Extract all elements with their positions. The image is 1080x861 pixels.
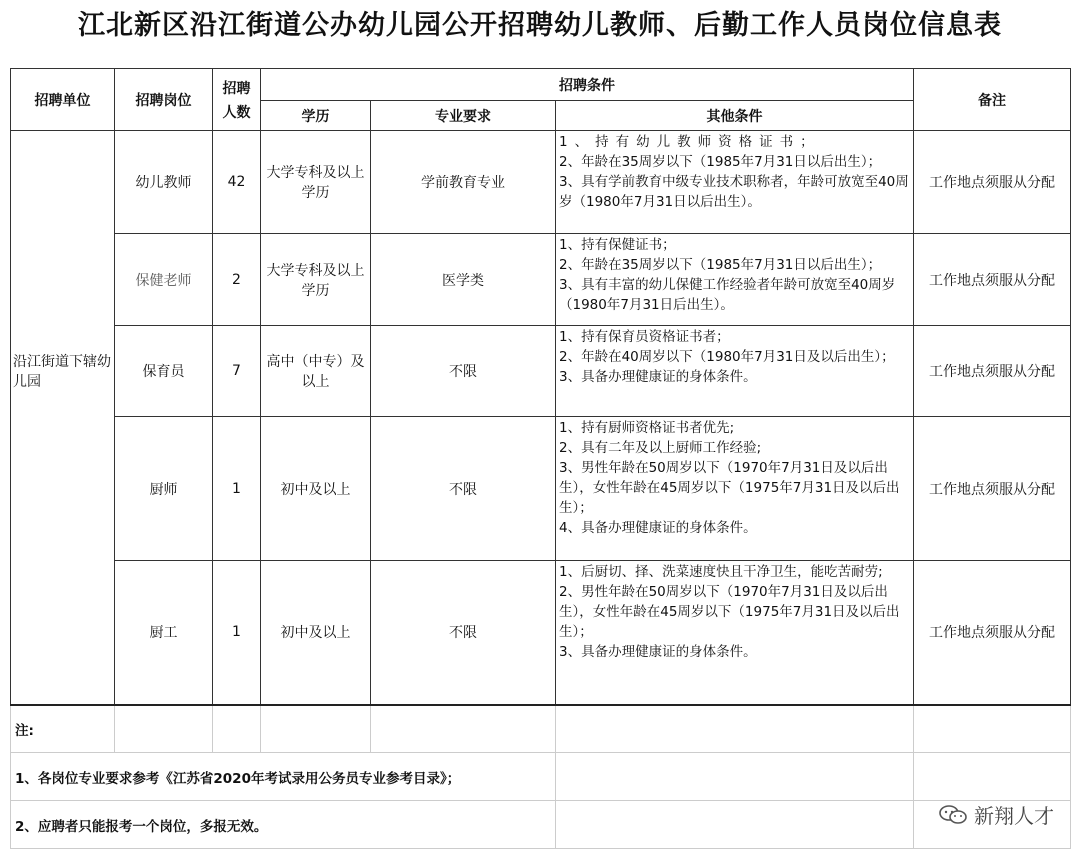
condition-line: 1、持有幼儿教师资格证书； [559, 134, 821, 150]
condition-line: 4、具备办理健康证的身体条件。 [559, 520, 757, 536]
unit-cell-bottom [11, 561, 115, 705]
remark-cell: 工作地点须服从分配 [914, 234, 1071, 326]
other-conditions-cell [556, 326, 914, 417]
education-cell: 高中（中专）及以上 [261, 326, 371, 417]
notes-label: 注: [11, 705, 115, 753]
condition-line: 3、具备办理健康证的身体条件。 [559, 369, 757, 385]
header-count-line1: 招聘 [222, 80, 251, 97]
header-other: 其他条件 [556, 101, 914, 131]
header-count-line2: 人数 [222, 104, 251, 121]
condition-line: 2、具有二年及以上厨师工作经验; [559, 440, 762, 456]
position-cell: 保育员 [115, 326, 213, 417]
count-cell: 1 [213, 561, 261, 705]
count-cell: 2 [213, 234, 261, 326]
condition-line: 1、持有保育员资格证书者； [559, 329, 730, 345]
watermark [938, 800, 1054, 829]
table-row [11, 326, 1071, 417]
major-cell: 不限 [371, 417, 556, 561]
count-cell: 7 [213, 326, 261, 417]
condition-line: 1、后厨切、择、洗菜速度快且干净卫生，能吃苦耐劳; [559, 564, 883, 580]
unit-cell-top [11, 131, 115, 234]
position-cell: 幼儿教师 [115, 131, 213, 234]
unit-cell-mid [11, 417, 115, 561]
unit-name-cell: 沿江街道下辖幼儿园 [11, 326, 115, 417]
condition-line: 2、年龄在35周岁以下（1985年7月31日以后出生）； [559, 257, 882, 273]
position-cell: 厨师 [115, 417, 213, 561]
education-cell: 初中及以上 [261, 561, 371, 705]
position-cell: 厨工 [115, 561, 213, 705]
header-conditions: 招聘条件 [261, 69, 914, 101]
condition-line: 2、年龄在40周岁以下（1980年7月31日及以后出生）； [559, 349, 895, 365]
other-conditions-cell [556, 417, 914, 561]
recruitment-table [10, 68, 1071, 849]
remark-cell: 工作地点须服从分配 [914, 131, 1071, 234]
header-education: 学历 [261, 101, 371, 131]
note-item: 2、应聘者只能报考一个岗位，多报无效。 [11, 801, 556, 849]
count-cell: 42 [213, 131, 261, 234]
header-remark: 备注 [914, 69, 1071, 131]
notes-label-row [11, 705, 1071, 753]
remark-cell: 工作地点须服从分配 [914, 417, 1071, 561]
major-cell: 不限 [371, 561, 556, 705]
education-cell: 大学专科及以上学历 [261, 131, 371, 234]
education-cell: 大学专科及以上学历 [261, 234, 371, 326]
header-position: 招聘岗位 [115, 69, 213, 131]
unit-cell-mid [11, 234, 115, 326]
watermark-text: 新翔人才 [974, 804, 1054, 828]
table-row [11, 417, 1071, 561]
other-conditions-cell [556, 234, 914, 326]
condition-line: 3、具有丰富的幼儿保健工作经验者年龄可放宽至40周岁（1980年7月31日后出生）。 [559, 277, 896, 313]
count-cell: 1 [213, 417, 261, 561]
note-item: 1、各岗位专业要求参考《江苏省2020年考试录用公务员专业参考目录》； [11, 753, 556, 801]
notes-item-row [11, 801, 1071, 849]
table-row [11, 234, 1071, 326]
condition-line: 2、年龄在35周岁以下（1985年7月31日以后出生）； [559, 154, 882, 170]
condition-line: 2、男性年龄在50周岁以下（1970年7月31日及以后出生），女性年龄在45周岁以下（1975年7月31日及以后出生）； [559, 584, 900, 640]
page-title: 江北新区沿江街道公办幼儿园公开招聘幼儿教师、后勤工作人员岗位信息表 [78, 10, 1002, 41]
education-cell: 初中及以上 [261, 417, 371, 561]
major-cell: 不限 [371, 326, 556, 417]
header-count [213, 69, 261, 131]
major-cell: 学前教育专业 [371, 131, 556, 234]
header-unit: 招聘单位 [11, 69, 115, 131]
major-cell: 医学类 [371, 234, 556, 326]
table-row [11, 131, 1071, 234]
remark-cell: 工作地点须服从分配 [914, 561, 1071, 705]
header-major: 专业要求 [371, 101, 556, 131]
position-cell: 保健老师 [115, 234, 213, 326]
notes-item-row [11, 753, 1071, 801]
other-conditions-cell [556, 561, 914, 705]
condition-line: 1、持有厨师资格证书者优先; [559, 420, 735, 436]
wechat-icon [938, 804, 968, 826]
other-conditions-cell [556, 131, 914, 234]
remark-cell: 工作地点须服从分配 [914, 326, 1071, 417]
condition-line: 3、具备办理健康证的身体条件。 [559, 644, 757, 660]
condition-line: 3、具有学前教育中级专业技术职称者，年龄可放宽至40周岁（1980年7月31日以后出生）。 [559, 174, 909, 210]
condition-line: 3、男性年龄在50周岁以下（1970年7月31日及以后出生），女性年龄在45周岁以下（1975年7月31日及以后出生）； [559, 460, 900, 516]
table-row [11, 561, 1071, 705]
condition-line: 1、持有保健证书； [559, 237, 676, 253]
